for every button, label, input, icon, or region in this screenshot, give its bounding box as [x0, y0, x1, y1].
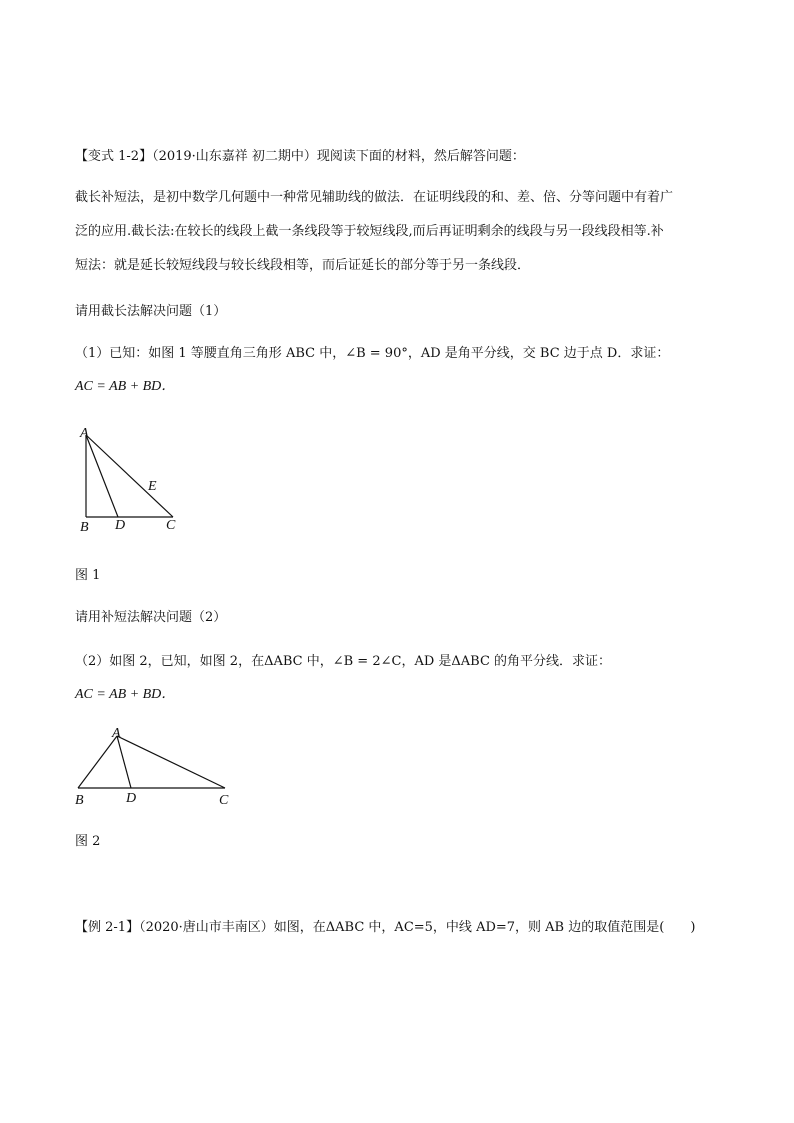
segment-ad: [117, 736, 131, 788]
paragraph-line-2: 泛的应用.截长法:在较长的线段上截一条线段等于较短线段,而后再证明剩余的线段与另一段线段相等.补: [75, 224, 664, 239]
segment-ac: [86, 435, 173, 517]
figure-1-caption: 图 1: [75, 568, 101, 583]
label-a: A: [112, 726, 121, 741]
label-d: D: [126, 791, 137, 806]
segment-ad: [86, 435, 118, 517]
part2-title: 请用补短法解决问题（2）: [75, 610, 227, 625]
paragraph-line-3: 短法：就是延长较短线段与较长线段相等，而后证延长的部分等于另一条线段．: [75, 258, 531, 273]
label-c: C: [166, 518, 176, 533]
figure-2: [72, 722, 237, 810]
figure-1: [72, 422, 192, 537]
label-e: E: [148, 479, 157, 494]
figure-2-caption: 图 2: [75, 834, 101, 849]
label-c: C: [219, 793, 229, 808]
example-heading: 【例 2-1】（2020·唐山市丰南区）如图，在ΔABC 中，AC=5，中线 AD=7，则 AB 边的取值范围是( ): [75, 920, 696, 935]
part1-statement: （1）已知：如图 1 等腰直角三角形 ABC 中，∠B = 90°，AD 是角平分线，交 BC 边于点 D．求证：: [75, 346, 670, 361]
part2-equation: AC = AB + BD．: [75, 687, 176, 702]
segment-ab: [78, 736, 117, 788]
label-b: B: [80, 520, 89, 535]
label-a: A: [80, 426, 89, 441]
label-b: B: [75, 793, 84, 808]
part1-equation: AC = AB + BD．: [75, 379, 176, 394]
label-d: D: [115, 518, 126, 533]
paragraph-line-1: 截长补短法，是初中数学几何题中一种常见辅助线的做法．在证明线段的和、差、倍、分等问题中有着广: [75, 190, 674, 205]
segment-ac: [117, 736, 225, 788]
problem-heading: 【变式 1-2】（2019·山东嘉祥 初二期中）现阅读下面的材料，然后解答问题：: [75, 149, 525, 164]
part1-title: 请用截长法解决问题（1）: [75, 304, 227, 319]
part2-statement: （2）如图 2，已知，如图 2，在ΔABC 中，∠B = 2∠C，AD 是ΔABC 的角平分线．求证：: [75, 654, 612, 669]
